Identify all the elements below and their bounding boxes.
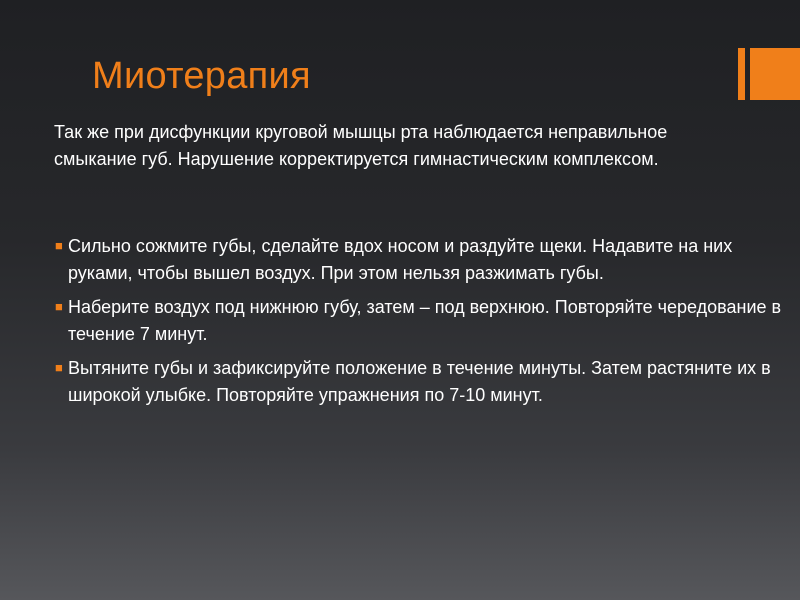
list-item-text: Наберите воздух под нижнюю губу, затем – под верхнюю. Повторяйте чередование в течение 7 минут. xyxy=(68,297,782,344)
list-item-text: Вытяните губы и зафиксируйте положение в течение минуты. Затем растяните их в широкой улыбке. Повторяйте упражнения по 7-10 минут. xyxy=(68,358,771,405)
list-item xyxy=(54,294,784,347)
orange-bars-decoration-icon xyxy=(738,48,800,100)
list-item-text: Сильно сожмите губы, сделайте вдох носом и раздуйте щеки. Надавите на них руками, чтобы вышел воздух. При этом нельзя разжимать губы. xyxy=(68,236,733,283)
bullet-icon: ■ xyxy=(55,238,63,253)
list-item xyxy=(54,233,784,286)
bullet-icon: ■ xyxy=(55,299,63,314)
deco-block-bar xyxy=(750,48,800,100)
exercise-list xyxy=(54,233,784,416)
intro-paragraph: Так же при дисфункции круговой мышцы рта наблюдается неправильное смыкание губ. Нарушение корректируется гимнастическим комплексом. xyxy=(54,122,668,169)
list-item xyxy=(54,355,784,408)
slide-title: Миотерапия xyxy=(92,55,311,97)
deco-thin-bar xyxy=(738,48,745,100)
bullet-icon: ■ xyxy=(55,360,63,375)
